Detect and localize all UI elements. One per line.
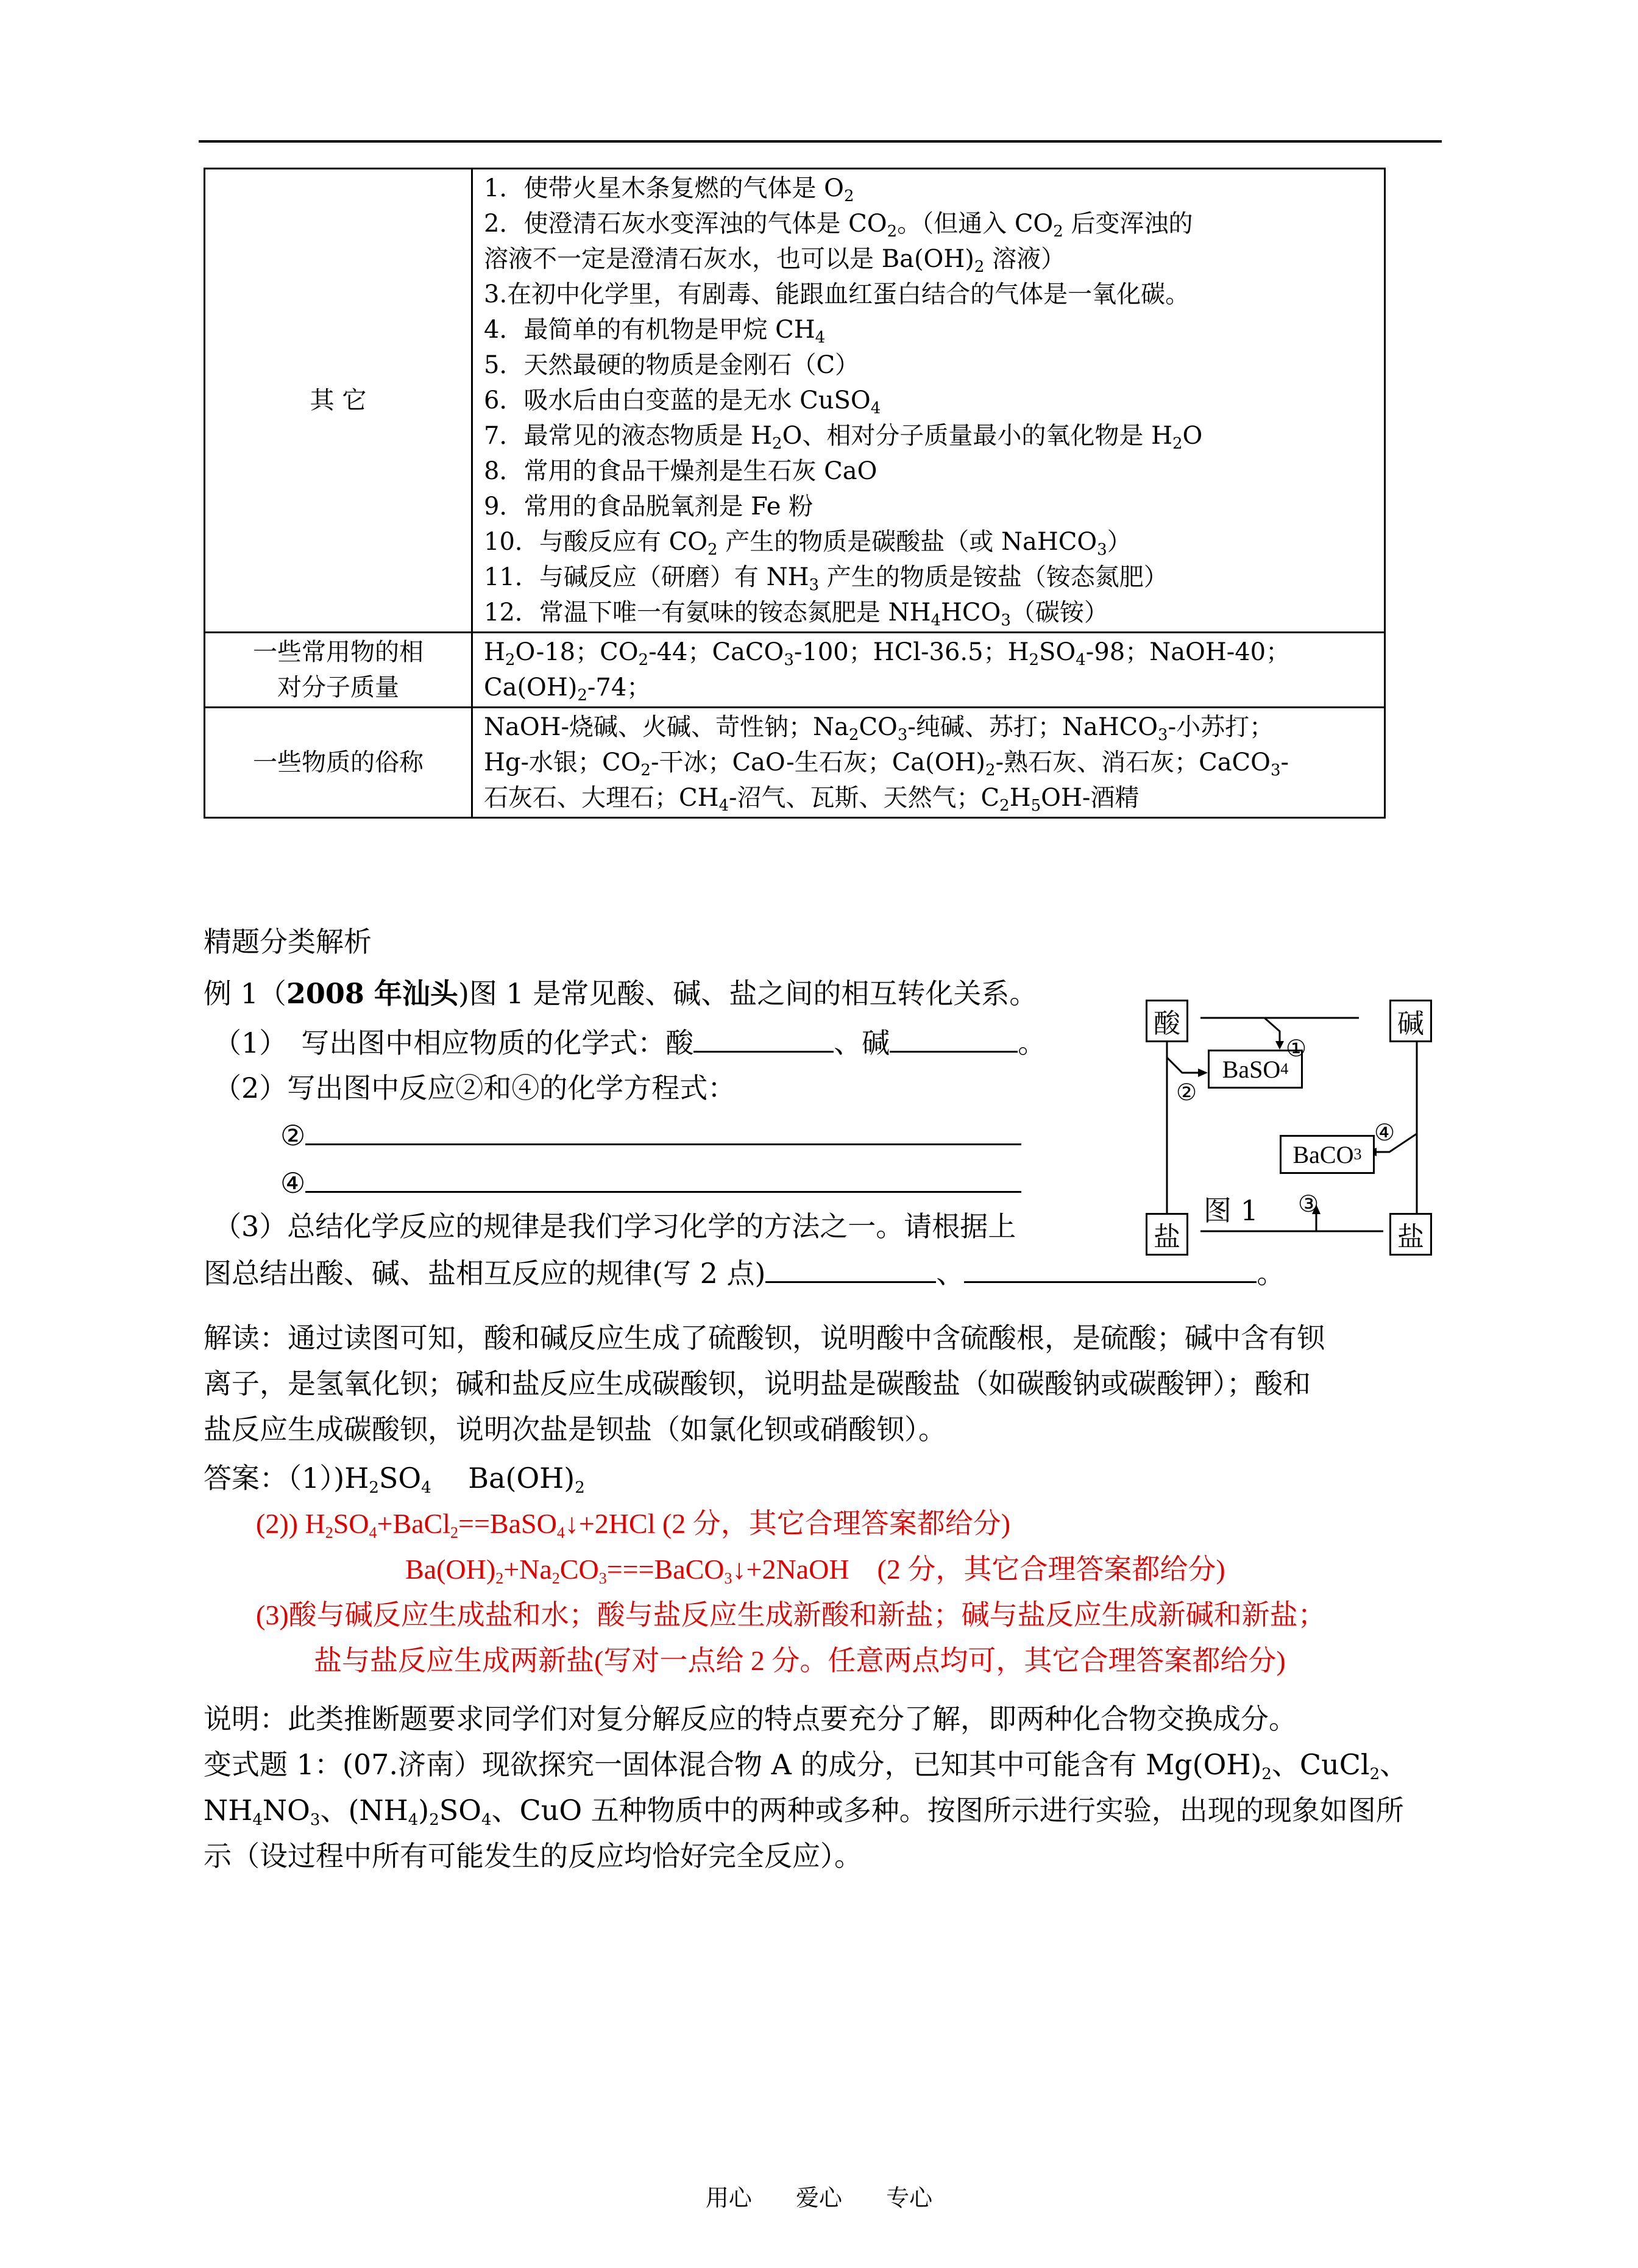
table-row xyxy=(205,169,1385,633)
equation-4-blank[interactable] xyxy=(305,1164,1021,1193)
analysis-line: 解读：通过读图可知，酸和碱反应生成了硫酸钡，说明酸中含硫酸根，是硫酸；碱中含有钡 xyxy=(204,1321,1325,1354)
content-line: 5．天然最硬的物质是金刚石（C） xyxy=(484,351,860,379)
answer-2-eq1: (2)) $H_2SO_4+BaCl_2==BaSO_4↓+2HCl$ (2 分，其它合理答案都给分) xyxy=(256,1508,1011,1541)
question-2: （2）写出图中反应②和④的化学方程式： xyxy=(213,1072,736,1104)
salt-left-box: 盐 xyxy=(1146,1213,1188,1256)
rule-2-blank[interactable] xyxy=(964,1254,1257,1283)
reaction-2-label: ② xyxy=(1176,1079,1197,1106)
content-line: 4．最简单的有机物是甲烷 $CH_4$ xyxy=(484,316,826,347)
content-line: 9．常用的食品脱氧剂是 Fe 粉 xyxy=(484,492,814,521)
content-line: 6．吸水后由白变蓝的是无水 CuSO$_4$ xyxy=(484,386,881,418)
table-row xyxy=(205,633,1385,708)
row-content xyxy=(472,169,1385,633)
note-line: 说明：此类推断题要求同学们对复分解反应的特点要充分了解，即两种化合物交换成分。 xyxy=(204,1702,1297,1735)
acid-answer-blank[interactable] xyxy=(693,1024,834,1053)
salt-right-box: 盐 xyxy=(1389,1213,1432,1256)
question-1: （1） 写出图中相应物质的化学式：酸 、碱 。 xyxy=(213,1024,1046,1061)
header-rule xyxy=(199,140,1442,143)
content-line: $Ca(OH)_2-74$； xyxy=(484,674,651,705)
content-line: 1．使带火星木条复燃的气体是 $O_2$ xyxy=(484,174,854,205)
row-label: 一些常用物的相 对分子质量 xyxy=(205,633,472,708)
arrow-1 xyxy=(1264,1018,1280,1043)
row-content xyxy=(472,708,1385,818)
row-label: 其 它 xyxy=(205,169,472,633)
arrow-2 xyxy=(1167,1058,1200,1073)
table-row xyxy=(205,708,1385,818)
note-line: 示（设过程中所有可能发生的反应均恰好完全反应）。 xyxy=(204,1840,862,1872)
content-line: NaOH-烧碱、火碱、苛性钠；$Na_2CO_3-$纯碱、苏打；NaHCO$_3$-小苏打； xyxy=(484,713,1274,744)
content-line: 7．最常见的液态物质是 $H_2O$、相对分子质量最小的氧化物是 $H_2O$ xyxy=(484,422,1203,453)
question-3-line2: 图总结出酸、碱、盐相互反应的规律(写 2 点) 、 。 xyxy=(204,1254,1285,1292)
content-line: 11．与碱反应（研磨）有 $NH_3$ 产生的物质是铵盐（铵态氮肥） xyxy=(484,563,1168,594)
page-footer: 用心 爱心 专心 xyxy=(705,2184,933,2211)
content-line: 3.在初中化学里，有剧毒、能跟血红蛋白结合的气体是一氧化碳。 xyxy=(484,280,1190,308)
section-title: 精题分类解析 xyxy=(204,925,372,958)
reaction-4-label: ④ xyxy=(1374,1119,1395,1146)
arrow-1-head xyxy=(1275,1041,1284,1050)
content-line: Hg-水银；$CO_2-$干冰；CaO-生石灰；$Ca(OH)_2-$熟石灰、消石灰；CaCO$_3$- xyxy=(484,748,1289,780)
answer-3-line2: 盐与盐反应生成两新盐(写对一点给 2 分。任意两点均可，其它合理答案都给分) xyxy=(314,1645,1286,1676)
baso4-box: BaSO 4 xyxy=(1208,1050,1303,1089)
answer-1: 答案：$(1))H_2SO_4$ $Ba(OH)_2$ xyxy=(204,1462,585,1497)
note-line: 变式题 1：(07.济南）现欲探究一固体混合物 A 的成分，已知其中可能含有 $Mg(OH)_2$、CuCl$_2$、 xyxy=(204,1748,1408,1783)
content-line: $H_2O-18$；$CO_2-44$；CaCO$_3$-100；HCl-36.5；$H_2SO_4-98$；NaOH-40； xyxy=(484,638,1291,669)
equation-2-line: ② xyxy=(280,1117,1021,1154)
base-box: 碱 xyxy=(1389,1000,1432,1042)
rule-1-blank[interactable] xyxy=(765,1254,936,1283)
arrow-2-head xyxy=(1198,1068,1208,1077)
reaction-3-label: ③ xyxy=(1298,1190,1319,1217)
answer-2-eq2: $Ba(OH)_2+Na_2CO_3===BaCO_3↓+2NaOH$ (2 分，其它合理答案都给分) xyxy=(405,1554,1225,1587)
content-line: 12．常温下唯一有氨味的铵态氮肥是 $NH_4HCO_3$（碳铵） xyxy=(484,599,1108,630)
example-intro: 例 1（2008 年汕头)图 1 是常见酸、碱、盐之间的相互转化关系。 xyxy=(204,977,1038,1010)
analysis-line: 离子，是氢氧化钡；碱和盐反应生成碳酸钡，说明盐是碳酸盐（如碳酸钠或碳酸钾）；酸和 xyxy=(204,1367,1311,1400)
analysis-line: 盐反应生成碳酸钡，说明次盐是钡盐（如氯化钡或硝酸钡）。 xyxy=(204,1413,946,1446)
question-3-line1: （3）总结化学反应的规律是我们学习化学的方法之一。请根据上 xyxy=(213,1210,1016,1243)
row-content xyxy=(472,633,1385,708)
equation-2-blank[interactable] xyxy=(305,1117,1021,1145)
content-line: 石灰石、大理石；$CH_4-$沼气、瓦斯、天然气；$C_2H_5OH-$酒精 xyxy=(484,784,1140,815)
facts-table xyxy=(204,168,1386,819)
baco3-box: BaCO 3 xyxy=(1280,1135,1375,1174)
answer-3-line1: (3)酸与碱反应生成盐和水；酸与盐反应生成新酸和新盐；碱与盐反应生成新碱和新盐； xyxy=(256,1599,1326,1630)
content-line: 2．使澄清石灰水变浑浊的气体是 $CO_2$。（但通入 $CO_2$ 后变浑浊的 xyxy=(484,210,1193,241)
content-line: 10．与酸反应有 $CO_2$ 产生的物质是碳酸盐（或 NaHCO$_3$） xyxy=(484,528,1132,559)
content-line: 8．常用的食品干燥剂是生石灰 CaO xyxy=(484,457,878,485)
reaction-1-label: ① xyxy=(1286,1035,1307,1062)
base-answer-blank[interactable] xyxy=(890,1024,1018,1053)
acid-box: 酸 xyxy=(1146,1000,1188,1042)
content-line: 溶液不一定是澄清石灰水，也可以是 $Ba(OH)_2$ 溶液） xyxy=(484,245,1066,276)
note-line: $NH_4NO_3$、$(NH_4)_2SO_4$、CuO 五种物质中的两种或多种。按图所示进行实验，出现的现象如图所 xyxy=(204,1794,1404,1829)
row-label: 一些物质的俗称 xyxy=(205,708,472,818)
equation-4-line: ④ xyxy=(280,1164,1021,1201)
figure-caption: 图 1 xyxy=(1204,1194,1258,1227)
